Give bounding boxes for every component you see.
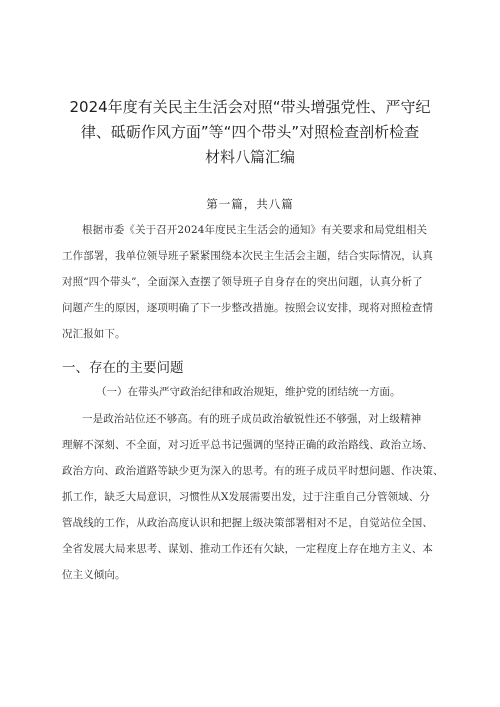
body-line-2: 理解不深刻、不全面，对习近平总书记强调的坚持正确的政治路线、政治立场、 xyxy=(62,439,433,451)
body-line-3: 政治方向、政治道路等缺少更为深入的思考。有的班子成员平时想问题、作决策、 xyxy=(62,465,444,477)
section-heading: 一、存在的主要问题 xyxy=(62,360,184,376)
subsection-heading: （一）在带头严守政治纪律和政治规矩，维护党的团结统一方面。 xyxy=(96,386,401,398)
document-title-line-2: 律、砥砺作风方面”等“四个带头”对照检查剖析检查 xyxy=(80,123,420,141)
body-line-1: 一是政治站位还不够高。有的班子成员政治敏锐性还不够强，对上级精神 xyxy=(82,413,422,425)
intro-line-4: 问题产生的原因，逐项明确了下一步整改措施。按照会议安排，现将对照检查情 xyxy=(62,302,433,314)
document-subtitle: 第一篇，共八篇 xyxy=(206,197,294,211)
document-title-line-1: 2024年度有关民主生活会对照“带头增强党性、严守纪 xyxy=(69,98,431,116)
document-title-line-3: 材料八篇汇编 xyxy=(204,148,295,166)
intro-line-2: 工作部署，我单位领导班子紧紧围绕本次民主生活会主题，结合实际情况，认真 xyxy=(62,250,433,262)
intro-line-3: 对照“四个带头”，全面深入查摆了领导班子自身存在的突出问题，认真分析了 xyxy=(62,276,423,288)
intro-line-5: 况汇报如下。 xyxy=(62,328,126,340)
body-line-5: 管战线的工作，从政治高度认识和把握上级决策部署相对不足，自觉站位全国、 xyxy=(62,517,433,529)
body-line-6: 全省发展大局来思考、谋划、推动工作还有欠缺，一定程度上存在地方主义、本 xyxy=(62,543,433,555)
intro-line-1: 根据市委《关于召开2024年度民主生活会的通知》有关要求和局党组相关 xyxy=(82,224,428,236)
body-line-7: 位主义倾向。 xyxy=(62,569,126,581)
body-line-4: 抓工作，缺乏大局意识，习惯性从X发展需要出发，过于注重自己分管领域、分 xyxy=(62,491,430,503)
